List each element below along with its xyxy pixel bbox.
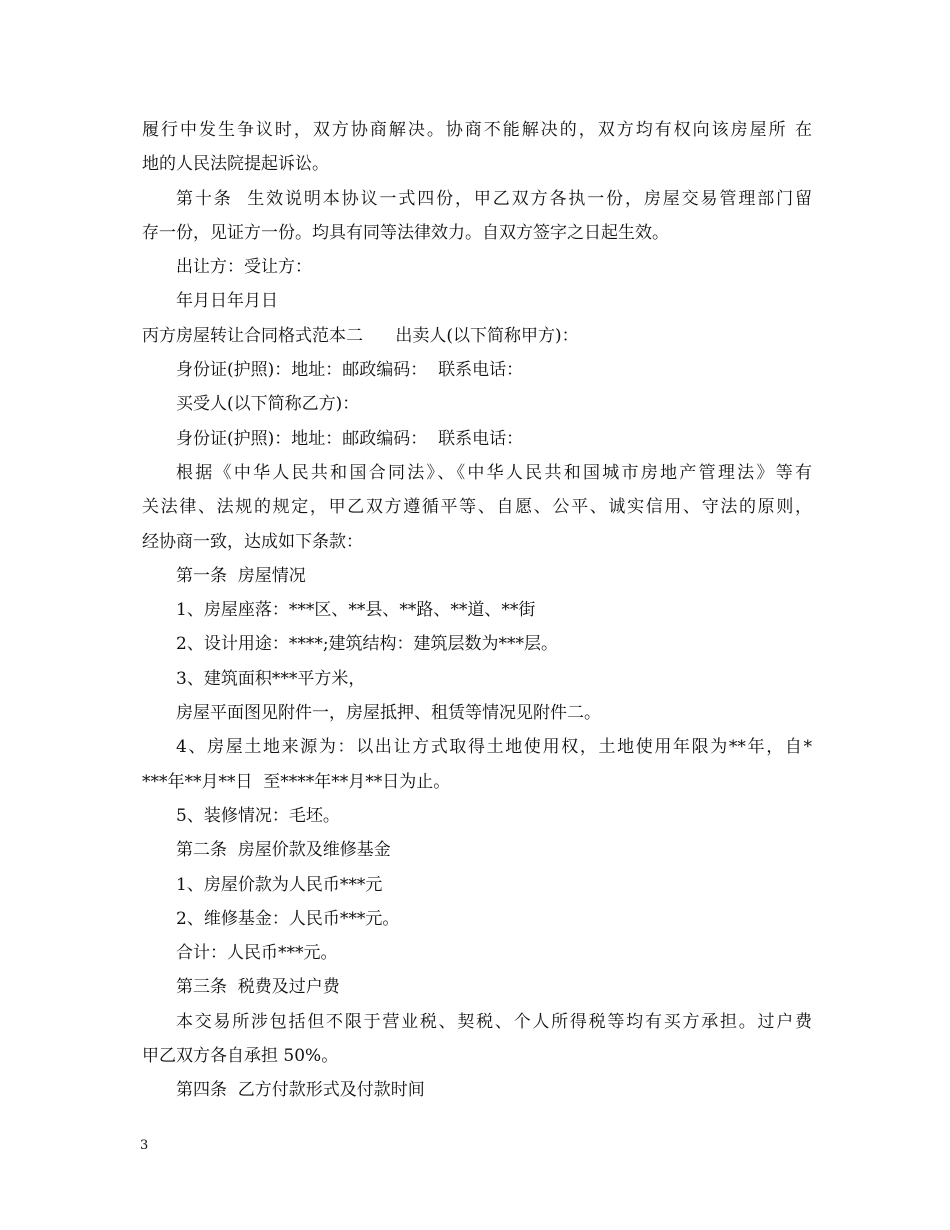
text-line: 年月日年月日 xyxy=(176,291,278,312)
text-line: 第一条 房屋情况 xyxy=(176,565,306,586)
text-line: 5、装修情况：毛坯。 xyxy=(176,805,340,826)
text-line: 1、房屋价款为人民币***元 xyxy=(176,874,383,895)
text-line: 2、维修基金：人民币***元。 xyxy=(176,908,400,929)
text-line: 出让方：受让方： xyxy=(176,257,312,278)
text-line: 第二条 房屋价款及维修基金 xyxy=(176,840,391,861)
text-line: 1、房屋座落：***区、**县、**路、**道、**街 xyxy=(176,600,536,621)
text-line: 身份证(护照)：地址：邮政编码： 联系电话： xyxy=(176,360,524,381)
text-line: 4、房屋土地来源为：以出让方式取得土地使用权，土地使用年限为**年，自* xyxy=(176,737,812,758)
text-line: 第十条 生效说明本协议一式四份，甲乙双方各执一份，房屋交易管理部门留 xyxy=(176,188,812,209)
text-line: 身份证(护照)：地址：邮政编码： 联系电话： xyxy=(176,428,524,449)
text-line: 地的人民法院提起诉讼。 xyxy=(142,154,329,175)
text-line: 经协商一致，达成如下条款： xyxy=(142,531,363,552)
text-line: 履行中发生争议时，双方协商解决。协商不能解决的，双方均有权向该房屋所 在 xyxy=(142,120,812,140)
text-line: 买受人(以下简称乙方)： xyxy=(176,394,360,415)
page-number: 3 xyxy=(140,1138,149,1153)
text-line: 第四条 乙方付款形式及付款时间 xyxy=(176,1080,425,1101)
text-line: ***年**月**日 至****年**月**日为止。 xyxy=(142,771,451,792)
text-line: 3、建筑面积***平方米， xyxy=(176,668,366,689)
text-line: 合计：人民币***元。 xyxy=(176,943,338,964)
text-line: 第三条 税费及过户费 xyxy=(176,977,340,998)
text-line: 甲乙双方各自承担 50%。 xyxy=(142,1046,339,1067)
text-line: 根据《中华人民共和国合同法》、《中华人民共和国城市房地产管理法》等有 xyxy=(176,462,812,483)
text-line: 本交易所涉包括但不限于营业税、契税、个人所得税等均有买方承担。过户费 xyxy=(176,1011,812,1032)
text-line: 丙方房屋转让合同格式范本二 出卖人(以下简称甲方)： xyxy=(142,325,579,346)
text-line: 2、设计用途：****;建筑结构：建筑层数为***层。 xyxy=(176,634,559,655)
document-body xyxy=(142,113,812,1108)
text-line: 关法律、法规的规定，甲乙双方遵循平等、自愿、公平、诚实信用、守法的原则， xyxy=(142,497,812,518)
text-line: 房屋平面图见附件一，房屋抵押、租赁等情况见附件二。 xyxy=(176,703,601,724)
text-line: 存一份，见证方一份。均具有同等法律效力。自双方签字之日起生效。 xyxy=(142,222,669,243)
